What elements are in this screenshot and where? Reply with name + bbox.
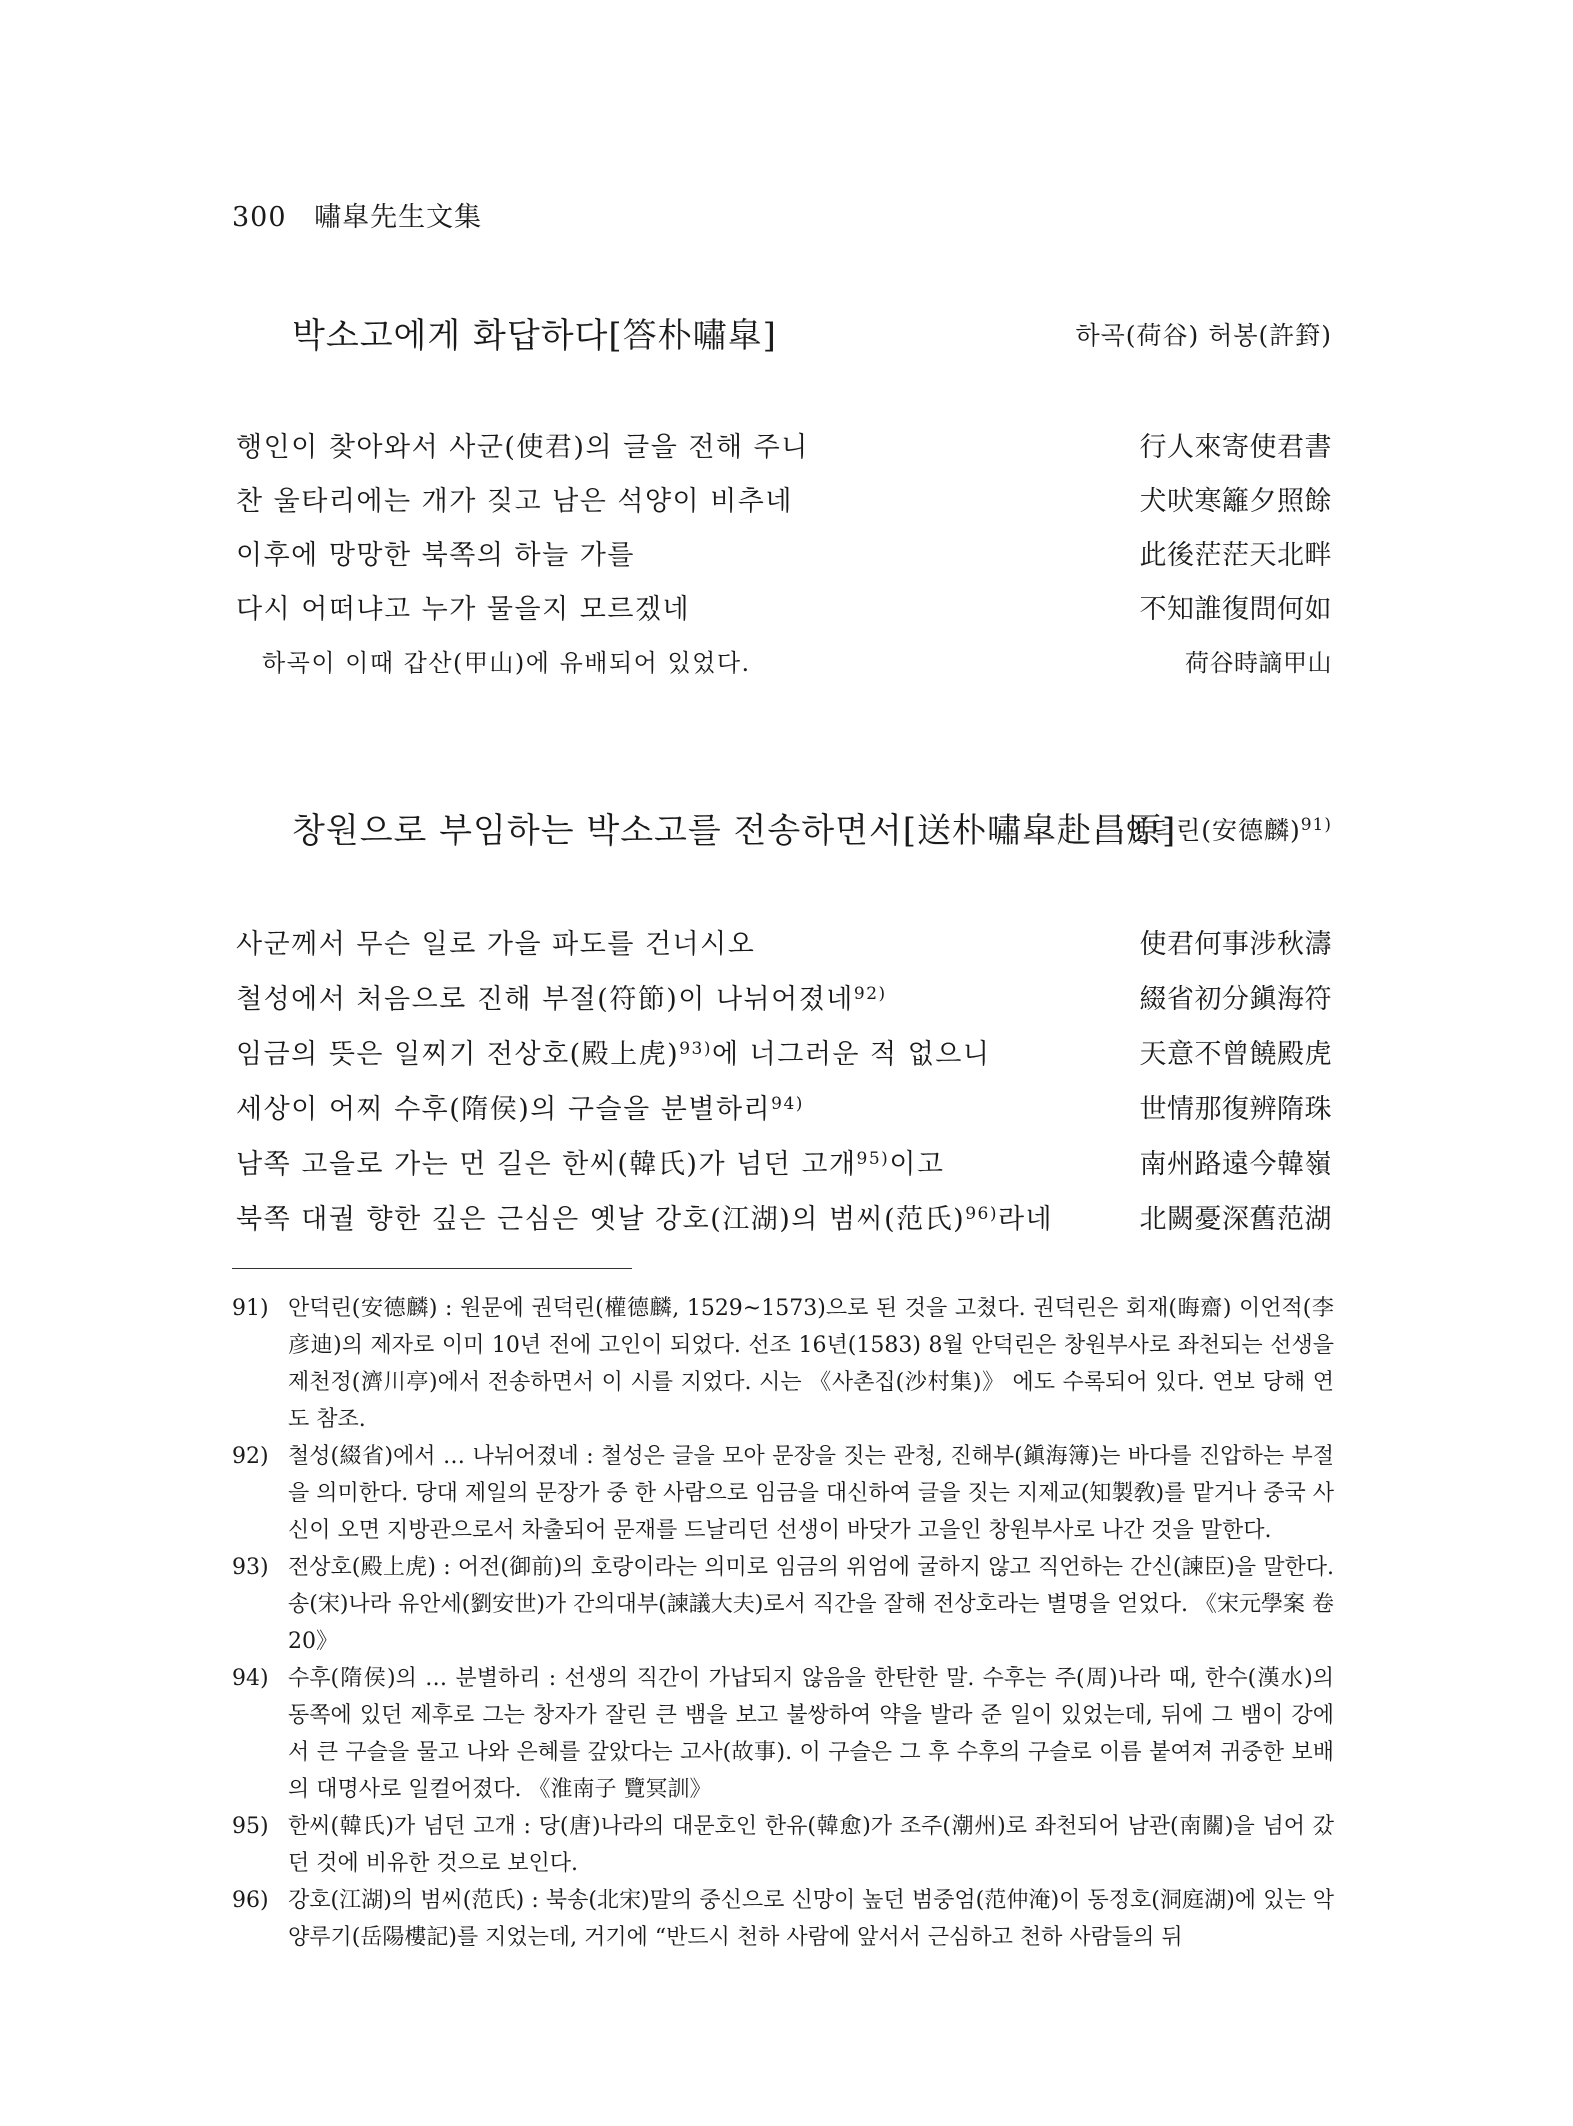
footnote — [232, 1290, 1334, 1438]
poem1-line-hanja: 此後茫茫天北畔 — [1139, 540, 1332, 571]
page-number: 300 — [232, 202, 287, 233]
poem1-note-korean: 하곡이 이때 갑산(甲山)에 유배되어 있었다. — [262, 649, 751, 677]
footnote-ref: 93) — [679, 1039, 712, 1059]
poem2-line-korean — [236, 1032, 990, 1071]
poem1-line — [232, 479, 1332, 519]
footnote — [232, 1438, 1334, 1549]
poem2-line-korean — [236, 1087, 804, 1126]
footnote-number: 95) — [232, 1814, 269, 1839]
poem2-line — [232, 1142, 1332, 1182]
poem2-line-korean — [236, 1142, 944, 1181]
poem2-line — [232, 1087, 1332, 1127]
poem2-line-text: 임금의 뜻은 일찌기 전상호(殿上虎) — [236, 1039, 680, 1070]
poem2-line-text-after: 에 너그러운 적 없으니 — [711, 1039, 991, 1070]
poem2-line-hanja: 使君何事涉秋濤 — [1139, 929, 1332, 960]
footnote-text: 철성(綴省)에서 … 나뉘어졌네 : 철성은 글을 모아 문장을 짓는 관청, 진해부(鎭海簿)는 바다를 진압하는 부절을 의미한다. 당대 제일의 문장가 중 한 사람으로 임금을 대신하여 글을 짓는 지제교(知製敎)를 맡거나 중국 사신이 오면 지방관으로서 차출되어 문재를 드날리던 선생이 바닷가 고을인 창원부사로 나간 것을 말한다. — [288, 1444, 1334, 1543]
footnote — [232, 1882, 1334, 1956]
poem2-line-hanja: 南州路遠今韓嶺 — [1139, 1149, 1332, 1180]
poem1-line-korean: 이후에 망망한 북쪽의 하늘 가를 — [236, 540, 635, 571]
poem1-line-korean: 행인이 찾아와서 사군(使君)의 글을 전해 주니 — [236, 432, 809, 463]
poem2-line-text: 사군께서 무슨 일로 가을 파도를 건너시오 — [236, 929, 756, 960]
poem2-line — [232, 1197, 1332, 1237]
poem2-line — [232, 922, 1332, 962]
poem2-line-korean — [236, 922, 755, 961]
poem1-line-korean: 찬 울타리에는 개가 짖고 남은 석양이 비추네 — [236, 486, 793, 517]
footnote-text: 강호(江湖)의 범씨(范氏) : 북송(北宋)말의 중신으로 신망이 높던 범중엄(范仲淹)이 동정호(洞庭湖)에 있는 악양루기(岳陽樓記)를 지었는데, 거기에 “반드시 천하 사람에 앞서서 근심하고 천하 사람들의 뒤 — [288, 1888, 1334, 1950]
poem1-line-hanja: 不知誰復問何如 — [1139, 594, 1332, 625]
poem2-line-text-after: 라네 — [997, 1204, 1054, 1235]
footnote-ref: 91) — [1300, 815, 1332, 835]
poem2-line-text-after: 이고 — [889, 1149, 945, 1180]
footnote-text: 한씨(韓氏)가 넘던 고개 : 당(唐)나라의 대문호인 한유(韓愈)가 조주(潮州)로 좌천되어 남관(南關)을 넘어 갔던 것에 비유한 것으로 보인다. — [288, 1814, 1334, 1876]
poem2-author — [1126, 811, 1332, 847]
poem1-note — [232, 643, 1332, 683]
poem2-line-korean — [236, 977, 887, 1016]
poem2-line-text: 북쪽 대궐 향한 깊은 근심은 옛날 강호(江湖)의 범씨(范氏) — [236, 1204, 966, 1235]
poem1-note-hanja: 荷谷時謫甲山 — [1185, 649, 1332, 677]
poem2-line-text: 세상이 어찌 수후(隋侯)의 구슬을 분별하리 — [236, 1094, 772, 1125]
footnote — [232, 1549, 1334, 1660]
footnote-text: 수후(隋侯)의 … 분별하리 : 선생의 직간이 가납되지 않음을 한탄한 말. 수후는 주(周)나라 때, 한수(漢水)의 동쪽에 있던 제후로 그는 창자가 잘린 큰 뱀을 보고 불쌍하여 약을 발라 준 일이 있었는데, 뒤에 그 뱀이 강에서 큰 구슬을 물고 나와 은혜를 갚았다는 고사(故事). 이 구슬은 그 후 수후의 구슬로 이름 붙여져 귀중한 보배의 대명사로 일컬어졌다. 《淮南子 覽冥訓》 — [288, 1666, 1334, 1802]
footnote-number: 94) — [232, 1666, 269, 1691]
footnote-number: 93) — [232, 1555, 269, 1580]
footnote-number: 91) — [232, 1296, 269, 1321]
poem1-author: 하곡(荷谷) 허봉(許篈) — [1075, 321, 1332, 350]
poem2-line-text: 남쪽 고을로 가는 먼 길은 한씨(韓氏)가 넘던 고개 — [236, 1149, 857, 1180]
footnote — [232, 1660, 1334, 1808]
footnote-divider — [232, 1268, 632, 1269]
poem2-line-hanja: 世情那復辨隋珠 — [1139, 1094, 1332, 1125]
poem2-line-hanja: 北闕憂深舊范湖 — [1139, 1204, 1332, 1235]
poem2-line-hanja: 綴省初分鎭海符 — [1139, 984, 1332, 1015]
poem2-author-name: 안덕린(安德麟) — [1125, 816, 1301, 845]
poem2-line-hanja: 天意不曾饒殿虎 — [1139, 1039, 1332, 1070]
footnote-number: 92) — [232, 1444, 269, 1469]
footnote-ref: 92) — [853, 984, 887, 1004]
footnotes — [232, 1290, 1334, 1956]
poem1-line-hanja: 犬吠寒籬夕照餘 — [1139, 486, 1332, 517]
poem2-line-text: 철성에서 처음으로 진해 부절(符節)이 나뉘어졌네 — [236, 984, 854, 1015]
footnote-text: 전상호(殿上虎) : 어전(御前)의 호랑이라는 의미로 임금의 위엄에 굴하지 않고 직언하는 간신(諫臣)을 말한다. 송(宋)나라 유안세(劉安世)가 간의대부(諫議大夫)로서 직간을 잘해 전상호라는 별명을 얻었다. 《宋元學案 卷20》 — [288, 1555, 1334, 1654]
poem2-line-korean — [236, 1197, 1053, 1236]
poem1-title: 박소고에게 화답하다[答朴嘯皐] — [292, 316, 777, 356]
poem1-line-hanja: 行人來寄使君書 — [1139, 432, 1332, 463]
poem2-line — [232, 1032, 1332, 1072]
running-header — [232, 195, 482, 234]
poem2-line — [232, 977, 1332, 1017]
poem2-title: 창원으로 부임하는 박소고를 전송하면서[送朴嘯皐赴昌原] — [292, 811, 1177, 851]
footnote-ref: 94) — [771, 1094, 804, 1114]
poem1-line — [232, 587, 1332, 627]
footnote-text: 안덕린(安德麟) : 원문에 권덕린(權德麟, 1529~1573)으로 된 것을 고쳤다. 권덕린은 회재(晦齋) 이언적(李彦迪)의 제자로 이미 10년 전에 고인이 되었다. 선조 16년(1583) 8월 안덕린은 창원부사로 좌천되는 선생을 제천정(濟川亭)에서 전송하면서 이 시를 지었다. 시는 《사촌집(沙村集)》 에도 수록되어 있다. 연보 당해 연도 참조. — [288, 1296, 1334, 1432]
book-title: 嘯皐先生文集 — [314, 202, 483, 233]
footnote — [232, 1808, 1334, 1882]
footnote-number: 96) — [232, 1888, 269, 1913]
poem1-line-korean: 다시 어떠냐고 누가 물을지 모르겠네 — [236, 594, 691, 625]
footnote-ref: 96) — [965, 1204, 998, 1224]
footnote-ref: 95) — [856, 1149, 890, 1169]
poem1-line — [232, 425, 1332, 465]
poem1-line — [232, 533, 1332, 573]
